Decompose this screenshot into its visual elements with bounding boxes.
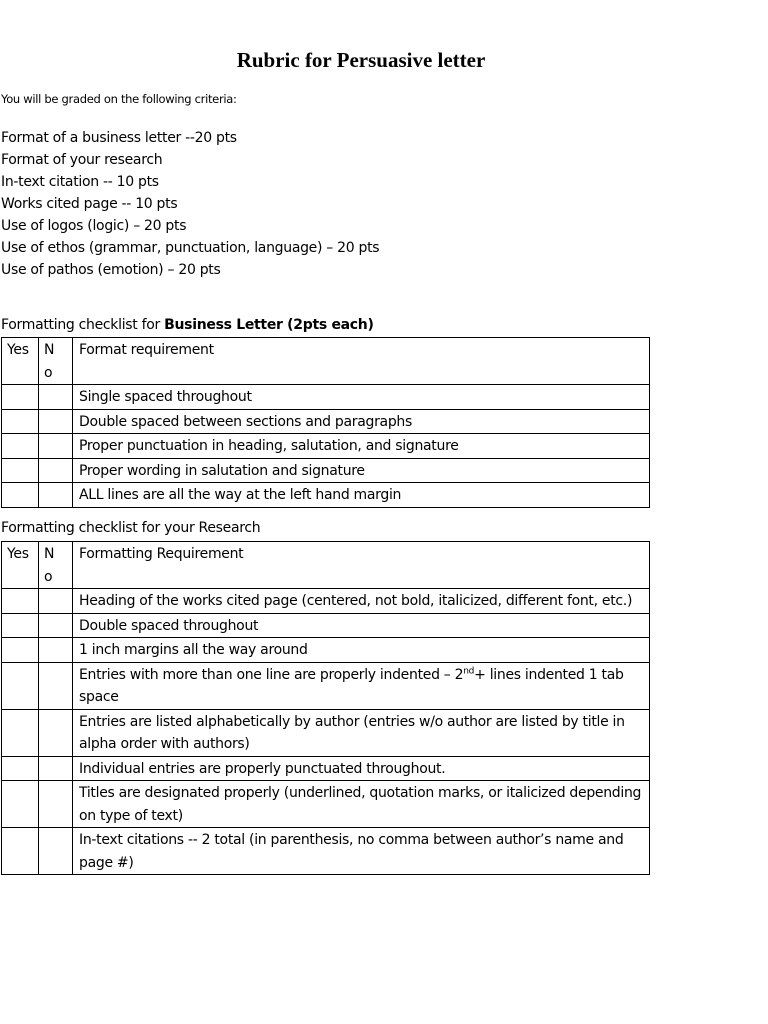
table-header-row bbox=[2, 542, 650, 589]
requirement-cell: Entries are listed alphabetically by author (entries w/o author are listed by title in alpha order with authors) bbox=[73, 709, 650, 756]
requirement-cell: Titles are designated properly (underlined, quotation marks, or italicized depending on type of text) bbox=[73, 781, 650, 828]
table-row bbox=[2, 781, 650, 828]
yes-column-header: Yes bbox=[2, 542, 39, 589]
criteria-item: Works cited page -- 10 pts bbox=[1, 196, 178, 212]
requirement-column-header: Format requirement bbox=[73, 338, 650, 385]
no-checkbox-cell[interactable] bbox=[39, 828, 73, 875]
requirement-text: + lines indented 1 tab space bbox=[79, 666, 624, 705]
requirement-cell: 1 inch margins all the way around bbox=[73, 638, 650, 663]
yes-checkbox-cell[interactable] bbox=[2, 385, 39, 410]
ordinal-suffix: nd bbox=[463, 665, 475, 676]
requirement-cell: Double spaced between sections and paragraphs bbox=[73, 409, 650, 434]
table-row bbox=[2, 589, 650, 614]
requirement-cell: Single spaced throughout bbox=[73, 385, 650, 410]
yes-checkbox-cell[interactable] bbox=[2, 409, 39, 434]
no-checkbox-cell[interactable] bbox=[39, 613, 73, 638]
yes-checkbox-cell[interactable] bbox=[2, 613, 39, 638]
no-checkbox-cell[interactable] bbox=[39, 638, 73, 663]
table-row bbox=[2, 385, 650, 410]
table-row bbox=[2, 638, 650, 663]
table-row bbox=[2, 613, 650, 638]
table-row bbox=[2, 662, 650, 709]
requirement-cell: Individual entries are properly punctuated throughout. bbox=[73, 756, 650, 781]
checklist-title-prefix: Formatting checklist for bbox=[1, 317, 165, 333]
yes-checkbox-cell[interactable] bbox=[2, 781, 39, 828]
yes-checkbox-cell[interactable] bbox=[2, 458, 39, 483]
requirement-cell: ALL lines are all the way at the left hand margin bbox=[73, 483, 650, 508]
research-checklist-title: Formatting checklist for your Research bbox=[1, 520, 261, 536]
requirement-cell: In-text citations -- 2 total (in parenthesis, no comma between author’s name and page #) bbox=[73, 828, 650, 875]
requirement-cell: Heading of the works cited page (centered, not bold, italicized, different font, etc.) bbox=[73, 589, 650, 614]
no-checkbox-cell[interactable] bbox=[39, 709, 73, 756]
requirement-cell bbox=[73, 662, 650, 709]
research-checklist-table bbox=[1, 541, 650, 875]
yes-checkbox-cell[interactable] bbox=[2, 828, 39, 875]
criteria-list bbox=[1, 127, 379, 281]
yes-checkbox-cell[interactable] bbox=[2, 662, 39, 709]
criteria-item: Use of pathos (emotion) – 20 pts bbox=[1, 262, 221, 278]
no-checkbox-cell[interactable] bbox=[39, 756, 73, 781]
requirement-cell: Proper wording in salutation and signature bbox=[73, 458, 650, 483]
business-letter-checklist-table bbox=[1, 337, 650, 508]
no-checkbox-cell[interactable] bbox=[39, 385, 73, 410]
no-checkbox-cell[interactable] bbox=[39, 662, 73, 709]
yes-checkbox-cell[interactable] bbox=[2, 589, 39, 614]
yes-checkbox-cell[interactable] bbox=[2, 638, 39, 663]
table-row bbox=[2, 458, 650, 483]
yes-checkbox-cell[interactable] bbox=[2, 756, 39, 781]
checklist-title-bold: Business Letter (2pts each) bbox=[164, 317, 374, 333]
criteria-item: Format of your research bbox=[1, 152, 163, 168]
no-checkbox-cell[interactable] bbox=[39, 589, 73, 614]
table-row bbox=[2, 828, 650, 875]
table-row bbox=[2, 483, 650, 508]
no-checkbox-cell[interactable] bbox=[39, 434, 73, 459]
table-row bbox=[2, 756, 650, 781]
requirement-column-header: Formatting Requirement bbox=[73, 542, 650, 589]
yes-checkbox-cell[interactable] bbox=[2, 709, 39, 756]
business-letter-checklist-title bbox=[1, 317, 374, 333]
yes-checkbox-cell[interactable] bbox=[2, 434, 39, 459]
yes-column-header: Yes bbox=[2, 338, 39, 385]
requirement-text: Entries with more than one line are properly indented – 2 bbox=[79, 666, 464, 683]
no-checkbox-cell[interactable] bbox=[39, 458, 73, 483]
criteria-item: In-text citation -- 10 pts bbox=[1, 174, 159, 190]
requirement-cell: Proper punctuation in heading, salutation, and signature bbox=[73, 434, 650, 459]
no-checkbox-cell[interactable] bbox=[39, 781, 73, 828]
no-checkbox-cell[interactable] bbox=[39, 409, 73, 434]
criteria-item: Use of ethos (grammar, punctuation, language) – 20 pts bbox=[1, 240, 380, 256]
no-column-header: No bbox=[39, 338, 73, 385]
table-row bbox=[2, 409, 650, 434]
page-title: Rubric for Persuasive letter bbox=[236, 48, 486, 72]
no-checkbox-cell[interactable] bbox=[39, 483, 73, 508]
criteria-item: Use of logos (logic) – 20 pts bbox=[1, 218, 187, 234]
yes-checkbox-cell[interactable] bbox=[2, 483, 39, 508]
criteria-item: Format of a business letter --20 pts bbox=[1, 130, 237, 146]
table-header-row bbox=[2, 338, 650, 385]
grading-intro: You will be graded on the following criteria: bbox=[1, 92, 237, 106]
no-column-header: No bbox=[39, 542, 73, 589]
table-row bbox=[2, 709, 650, 756]
table-row bbox=[2, 434, 650, 459]
requirement-cell: Double spaced throughout bbox=[73, 613, 650, 638]
